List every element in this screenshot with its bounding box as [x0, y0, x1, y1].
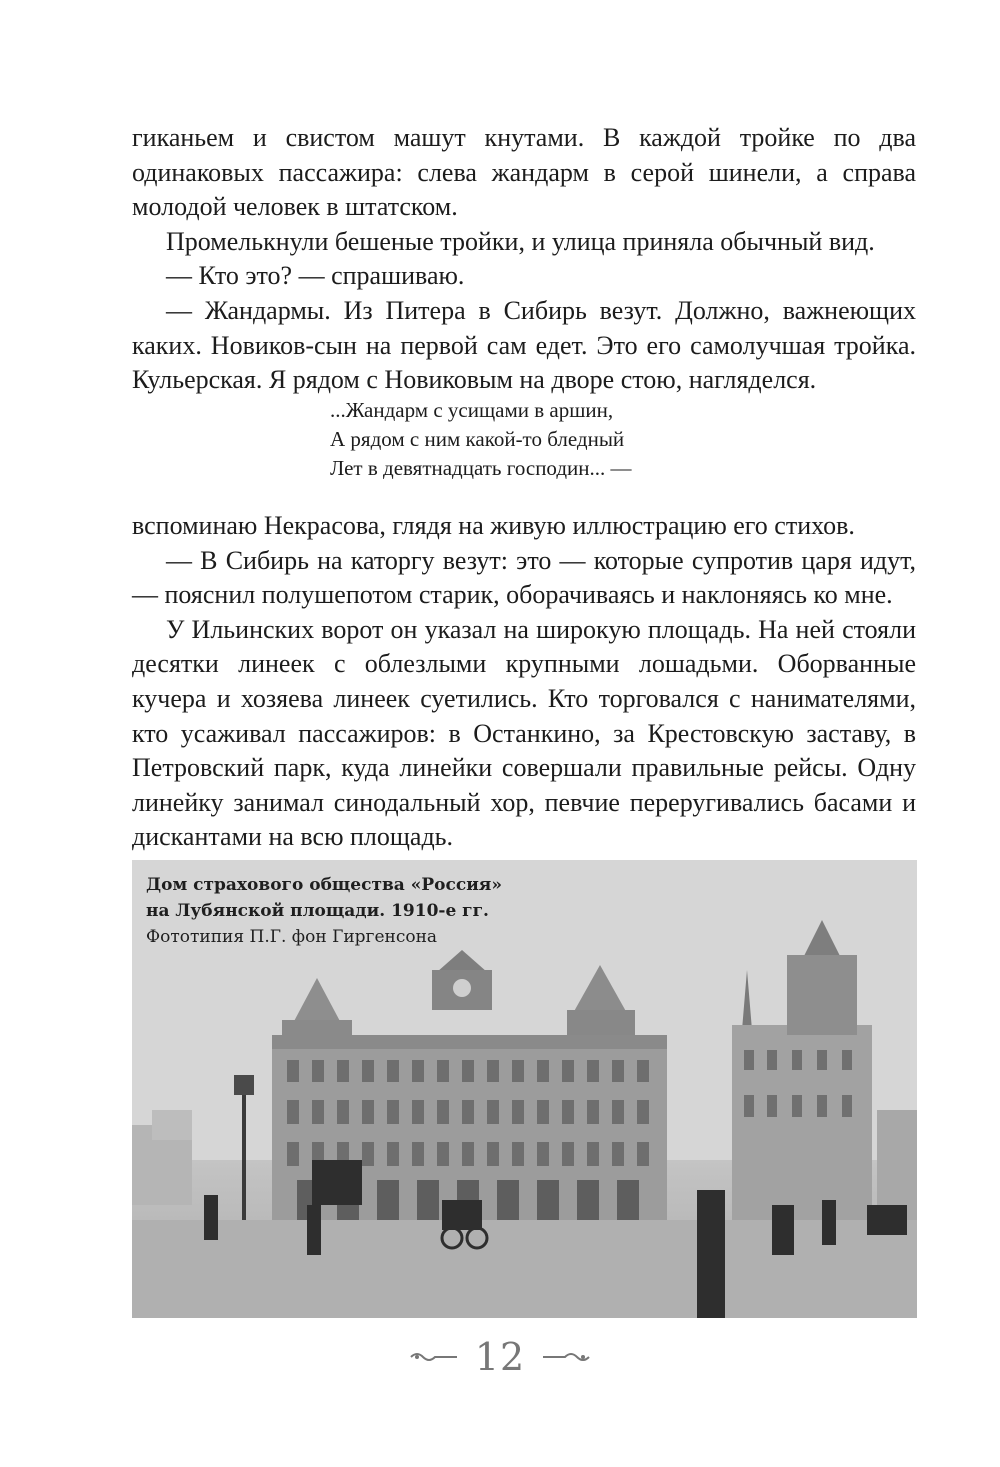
paragraph: вспоминаю Некрасова, глядя на живую иллюстрацию его стихов.	[132, 511, 855, 540]
paragraph: У Ильинских ворот он указал на широкую площадь. На ней стояли десятки линеек с облезлыми крупными лошадьми. Оборванные кучера и хозяева линеек суетились. Кто торговался с нанимателями, кто усаживал пассажиров: в Останкино, за Крестовскую заставу, в Петровский парк, куда линейки совершали правильные рейсы. Одну линейку занимал синодальный хор, певчие переругивались басами и дискантами на всю площадь.	[132, 614, 916, 852]
paragraph: гиканьем и свистом машут кнутами. В каждой тройке по два одинаковых пассажира: слева жандарм в серой шинели, а справа молодой человек в штатском.	[132, 123, 916, 222]
page-number: 12	[474, 1335, 526, 1379]
caption-title: Дом страхового общества «Россия»	[146, 875, 502, 895]
ornament-right-icon	[541, 1350, 591, 1364]
photo-caption	[146, 872, 502, 950]
text-block-top	[132, 121, 916, 398]
poem-line: ...Жандарм с усищами в аршин,	[330, 398, 614, 422]
page-number-footer	[0, 1332, 1000, 1382]
paragraph: — Жандармы. Из Питера в Сибирь везут. Должно, важнеющих каких. Новиков-сын на первой сам едет. Это его самолучшая тройка. Кульерская. Я рядом с Новиковым на дворе стою, нагляделся.	[132, 295, 916, 395]
poem-line: Лет в девятнадцать господин... —	[330, 456, 632, 480]
paragraph: Промелькнули бешеные тройки, и улица приняла обычный вид.	[166, 226, 875, 256]
ornament-left-icon	[409, 1350, 459, 1364]
paragraph: — Кто это? — спрашиваю.	[166, 261, 465, 291]
poem-quote	[330, 396, 632, 483]
paragraph: — В Сибирь на каторгу везут: это — которые супротив царя идут, — пояснил полушепотом старик, оборачиваясь и наклоняясь ко мне.	[132, 545, 916, 610]
caption-credit: Фототипия П.Г. фон Гиргенсона	[146, 927, 438, 947]
poem-line: А рядом с ним какой-то бледный	[330, 427, 625, 451]
text-block-bottom	[132, 509, 916, 855]
historical-photo	[132, 860, 917, 1318]
caption-subtitle: на Лубянской площади. 1910-е гг.	[146, 901, 489, 921]
